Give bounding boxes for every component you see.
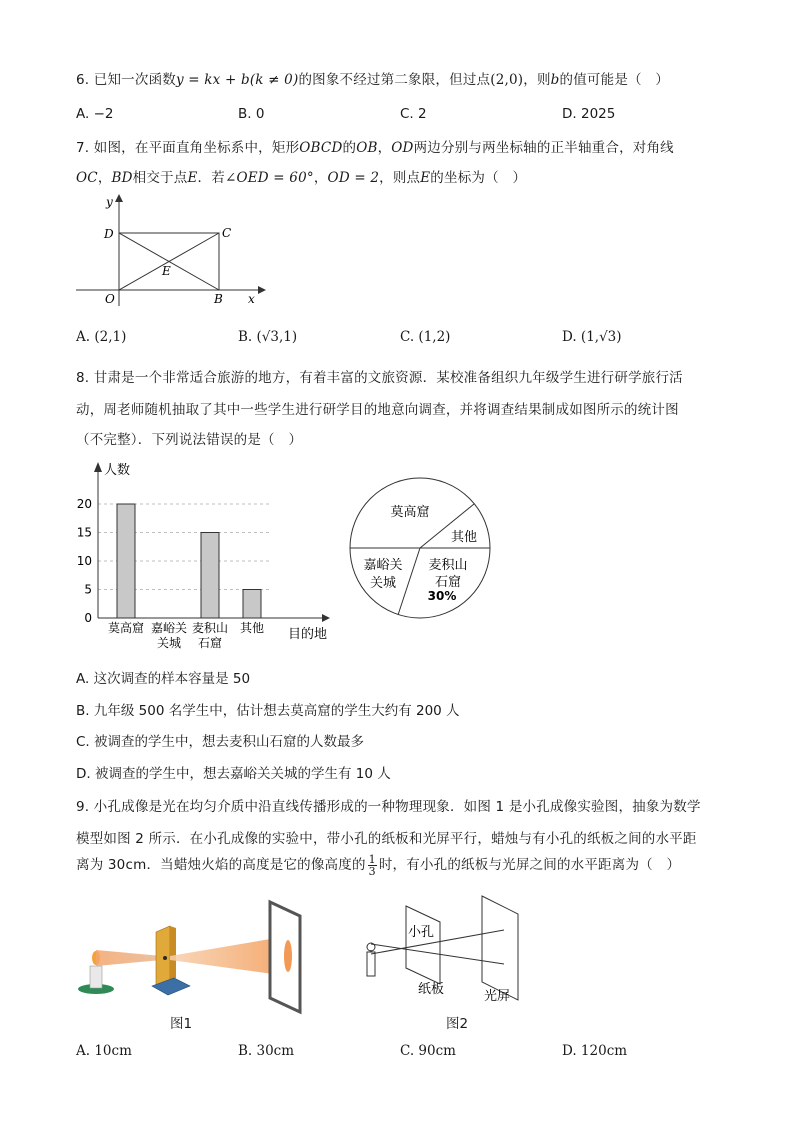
label-o: O [105,292,115,306]
pie-label-maiji-2: 石窟 [434,575,462,590]
q6-option-b[interactable]: B. 0 [238,106,265,122]
pinhole-board-side [170,926,176,980]
q6-stem-text: 6. 已知一次函数 [76,72,176,88]
q9-stem-line1: 9. 小孔成像是光在均匀介质中沿直线传播形成的一种物理现象．如图 1 是小孔成像实验图，抽象为数学 [76,799,701,815]
q7-text: ， [313,170,328,186]
q7-text: ， [97,170,112,186]
fraction-numerator: 1 [368,852,376,866]
label-c: C [222,226,232,240]
q7-od: OD [391,140,414,156]
label-x: x [248,292,255,306]
q8-option-d[interactable]: D. 被调查的学生中，想去嘉峪关关城的学生有 10 人 [76,766,391,782]
q6-option-a[interactable]: A. −2 [76,106,114,122]
x-tick-label: 莫高窟 [107,621,145,635]
q7-rect: OBCD [299,140,343,156]
q7-option-d[interactable]: D. (1,√3) [562,329,622,345]
label-board: 纸板 [418,982,445,997]
q6-function: y = kx + b(k ≠ 0) [175,72,299,88]
label-screen: 光屏 [484,989,511,1004]
q8-option-c[interactable]: C. 被调查的学生中，想去麦积山石窟的人数最多 [76,734,365,750]
y-axis-title: 人数 [104,463,131,478]
figure-1-caption: 图1 [170,1016,193,1032]
q9-text: 离为 30cm．当蜡烛火焰的高度是它的像高度的 [76,857,366,873]
label-d: D [104,227,114,241]
pie-label-jiayu-2: 关城 [369,576,397,591]
q7-oc: OC [76,170,98,186]
y-tick-label: 20 [76,497,92,511]
q6-stem [76,68,669,88]
x-tick-label: 麦积山 [191,621,229,635]
q8-stem-line1: 8. 甘肃是一个非常适合旅游的地方，有着丰富的文旅资源．某校准备组织九年级学生进行研学旅行活 [76,370,683,386]
q6-stem-text: 的值可能是（ ） [559,72,670,88]
y-tick-label: 15 [76,525,92,540]
q8-stem-line3: （不完整）．下列说法错误的是（ ） [76,432,303,448]
pinhole-board [156,926,170,986]
y-axis-arrow [94,462,102,472]
q7-od-eq: OD = 2 [327,170,380,186]
x-tick-label: 嘉峪关 [150,621,188,635]
bar [243,590,261,619]
screen-image [284,940,292,972]
q7-text: 的坐标为（ ） [430,170,527,186]
x-tick-label: 关城 [156,636,182,650]
q7-bd: BD [111,170,133,186]
q7-option-a[interactable]: A. (2,1) [76,329,127,345]
q7-text: ．若 [197,170,225,186]
bar [117,504,135,618]
q9-option-b[interactable]: B. 30cm [238,1043,295,1059]
q6-point: (2,0) [490,72,524,88]
pie-label-maiji-pct: 30% [427,589,457,603]
q9-option-a[interactable]: A. 10cm [76,1043,132,1059]
q6-stem-text: ，则 [523,72,551,88]
q7-text: 相交于点 [132,170,188,186]
q7-text: 7. 如图，在平面直角坐标系中，矩形 [76,140,300,156]
bar-chart [70,456,340,656]
q7-e: E [187,170,198,186]
label-b: B [214,292,223,306]
q8-option-b[interactable]: B. 九年级 500 名学生中，估计想去莫高窟的学生大约有 200 人 [76,703,460,719]
q7-text: ，则点 [379,170,421,186]
bar [201,533,219,619]
x-axis-title: 目的地 [288,627,328,642]
q8-option-a[interactable]: A. 这次调查的样本容量是 50 [76,671,251,687]
light-beam [96,950,162,966]
pie-label-other: 其他 [450,530,478,545]
pinhole [163,956,167,960]
x-tick-label: 石窟 [197,636,223,650]
candle [367,952,375,976]
q7-ob: OB [356,140,378,156]
y-tick-label: 0 [84,611,92,625]
light-screen [482,896,518,1000]
label-hole: 小孔 [408,925,435,940]
candle [90,966,102,988]
fraction-denominator: 3 [368,864,376,878]
q9-stem-line2: 模型如图 2 所示．在小孔成像的实验中，带小孔的纸板和光屏平行，蜡烛与有小孔的纸板之间的水平距 [76,831,697,847]
q7-option-c[interactable]: C. (1,2) [400,329,451,345]
q6-stem-text: 的图象不经过第二象限，但过点 [298,72,491,88]
figure-2-diagram [360,892,560,1008]
q7-stem-line1 [76,136,674,156]
pie-label-mogao: 莫高窟 [390,505,430,520]
q7-stem-line2 [76,166,526,186]
figure-2-caption: 图2 [446,1016,469,1032]
q9-text: 时，有小孔的纸板与光屏之间的水平距离为（ ） [378,857,681,873]
label-e: E [162,264,171,278]
q7-e: E [420,170,431,186]
q7-angle: ∠OED = 60° [224,170,314,186]
pie-label-maiji-1: 麦积山 [428,558,468,573]
q6-option-c[interactable]: C. 2 [400,106,427,122]
q7-option-b[interactable]: B. (√3,1) [238,329,298,345]
q7-text: 两边分别与两坐标轴的正半轴重合，对角线 [413,140,674,156]
pie-label-jiayu-1: 嘉峪关 [363,558,403,573]
y-tick-label: 5 [84,582,92,597]
figure-1-illustration [74,894,314,1016]
pie-chart [346,474,496,624]
q7-figure [70,190,270,310]
fraction-one-third [368,854,377,877]
y-axis-arrow [115,194,123,202]
q9-stem-line3 [76,853,680,877]
x-axis-arrow [258,286,266,294]
y-tick-label: 10 [76,554,92,568]
q6-option-d[interactable]: D. 2025 [562,106,616,122]
q7-text: ， [377,140,392,156]
q9-option-c[interactable]: C. 90cm [400,1043,456,1059]
label-y: y [106,195,113,209]
x-axis-arrow [322,614,330,622]
q9-option-d[interactable]: D. 120cm [562,1043,628,1059]
q7-text: 的 [342,140,357,156]
q6-var-b: b [550,72,560,88]
x-tick-label: 其他 [239,621,265,635]
q8-stem-line2: 动，周老师随机抽取了其中一些学生进行研学目的地意向调查，并将调查结果制成如图所示的统计图 [76,402,679,418]
